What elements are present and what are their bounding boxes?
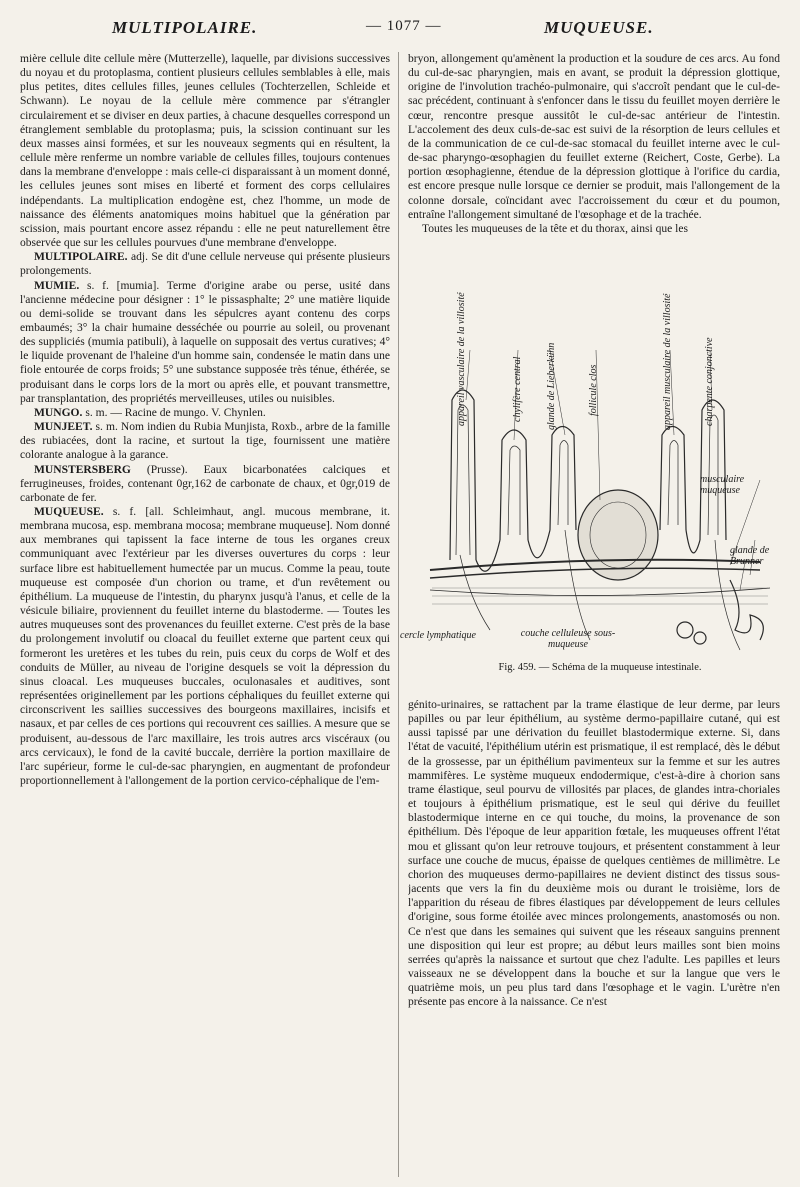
label-charpente: charpente conjonctive [704,337,715,426]
label-glande-lieberkuhn: glande de Lieberkühn [546,342,557,430]
right-column-bottom [408,698,780,1178]
column-divider [398,52,399,1177]
entry-mungo [20,406,390,420]
page-number: — 1077 — [366,18,442,34]
entry-munjeet [20,420,390,462]
header-right-word: MUQUEUSE. [544,18,654,37]
paragraph-cellule-mere: mière cellule dite cellule mère (Mutterzelle), laquelle, par divisions successives du noyau et du protoplasma, contient plusieurs cellules semblables à elle, mais plus petites, dites cellules filles, jeunes cellules (Tochterzellen, Schleide et Schwann). Le noyau de la cellule mère commence par s'étrangler circulairement et se diviser en deux parties, à chacune desquelles correspond un étranglement semblable du protoplasma; puis, la scission continuant sur les deux masses ainsi formées, et sur les nouveaux segments qui en résultent, la cellule mère renferme un nombre variable de cellules filles, toujours contenues dans la membrane d'enveloppe : mais celle-ci disparaissant à un moment donné, les cellules jeunes sont mises en liberté et forment des corps cellulaires indépendants. La multiplication endogène est, chez l'homme, un mode de naissance des éléments anatomiques moins habituel que la génération par scission, mais pourtant encore assez répandu : elle ne peut naturellement être observée que sur les cellules pourvues d'une membrane d'enveloppe. [20,53,390,250]
label-couche-celluleuse: couche celluleuse sous-muqueuse [520,628,616,650]
entry-munstersberg [20,463,390,505]
entry-text: s. m. — Racine de mungo. V. Chynlen. [82,406,266,419]
paragraph-embryon: bryon, allongement qu'amènent la production et la soudure de ces arcs. Au fond du cul-de-sac pharyngien, mais en avant, se produit la dépression glottique, origine de l'involution trachéo-pulmonaire, qui s'accroît pendant que le cul-de-sac précédent, continuant à s'enfoncer dans le tissu du feuillet moyen derrière le cœur, rencontre presque aussitôt le cul-de-sac antérieur de l'intestin. L'accolement des deux culs-de-sac est suivi de la résorption de leurs cellules et de la communication de ce cul-de-sac stomacal du feuillet interne avec le cul-de-sac pharyngo-œsophagien du feuillet externe (Reichert, Coste, Gerbe). La portion œsophagienne, étendue de la dépression glottique à l'orifice du cardia, est encore presque nulle lorsque ce dernier se produit, mais l'allongement de la colonne dorsale, coïncidant avec l'accroissement du cœur et du poumon, entraîne l'allongement simultané de l'œsophage et de la trachée. [408,53,780,221]
label-glande-brunner: glande de Brunner [730,545,770,567]
entry-mumie [20,279,390,406]
headword: MUQUEUSE. [34,506,104,518]
entry-text: s. m. Nom indien du Rubia Munjista, Roxb., arbre de la famille des rubiacées, dont la racine, et surtout la tige, fournissent une matière colorante analogue à la garance. [20,421,390,462]
headword: MUNSTERSBERG [34,463,131,476]
label-appareil-musculaire: appareil musculaire de la villosité [662,293,673,430]
headword: MULTIPOLAIRE. [34,251,128,264]
figure-caption: Fig. 459. — Schéma de la muqueuse intestinale. [498,662,702,673]
entry-text: adj. Se dit d'une cellule nerveuse qui présente plusieurs prolongements. [20,251,390,278]
label-follicule-clos: follicule clos [588,364,599,416]
entry-multipolaire [20,250,390,278]
running-head [0,18,800,46]
label-chylifere: chylifère central [512,356,523,422]
paragraph-genito-urinaires: génito-urinaires, se rattachent par la trame élastique de leur derme, par leurs papilles ou par leur épithélium, au système dermo-papillaire cutané, qui est aussi tapissé par une dérivation du feuillet blastodermique externe. Si, dans l'état de vacuité, l'épithélium utérin est prismatique, il est remplacé, dès le début de la grossesse, par un épithélium pavimenteux sur la femme et sur les autres mammifères. Le système muqueux endodermique, c'est-à-dire à chorion sans trame élastique, seul pourvu de villosités par places, de glandes intra-choriales et toujours à épithélium prismatique, est le seul qui dérive du feuillet blastodermique interne en ce qui touche, du moins, la provenance de son épithélium. Dès l'époque de leur apparition fœtale, les muqueuses offrent l'état mou et glissant qu'on leur retrouve toujours, et présentent constamment à leur surface une couche de mucus, épaisse de quelques centièmes de millimètre. Le chorion des muqueuses dermo-papillaires ne devient distinct des tissus sous-jacents que vers la fin du deuxième mois ou durant le troisième, lors de l'apparition du réseau de fibres élastiques par développement de leurs cellules d'origine, sous forme étoilée avec minces prolongements, anastomosés ou non. Ce n'est que dans les semaines qui suivent que les réseaux sanguins prennent une disposition qui leur est propre; au début leurs mailles sont bien moins serrées qu'après la naissance et surtout que chez l'adulte. Les papilles et leurs vaisseaux ne se développent dans la bouche et sur la langue que vers le quatrième mois, un peu plus tard dans l'œsophage et le vagin. L'urètre n'en présente pas encore à la naissance. Ce n'est [408,699,780,1009]
headword: MUNJEET. [34,421,93,434]
entry-text: s. f. [all. Schleimhaut, angl. mucous membrane, it. membrana mucosa, esp. membrana mocosa; membrane muqueuse]. Nom donné aux membranes qui tapissent la face interne de tous les organes creux communiquant avec l'extérieur par les diverses ouvertures du corps : leur surface libre est habituellement humectée par un mucus. Comme la peau, toute muqueuse est composée d'un chorion ou trame, et d'un revêtement ou épithélium. La muqueuse de l'intestin, du pharynx jusqu'à l'anus, et celle de la vésicule biliaire, proviennent du feuillet interne du blastoderme. — Toutes les autres muqueuses sont des provenances du feuillet externe. C'est près de la base du prolongement involutif ou cloacal du feuillet externe que partent ceux qui formeront les uretères et les tubes du rein, puis ceux du corps de Wolf et des conduits de Müller, au niveau de l'origine desquels se voit la dépression du sinus cloacal. Les muqueuses buccales, oculonasales et auditives, sont représentées originellement par les portions céphaliques du feuillet externe qui circonscrivent les saillies successives des bourgeons maxillaires, incisifs et nasaux, et par celles de ces portions qui recouvrent ces saillies. A mesure que se produisent, au-dessous de l'arc maxillaire, les trois autres arcs viscéraux (ou arcs cervicaux), le fond de la cavité buccale, derrière la portion maxillaire de l'arc supérieur, forme le cul-de-sac pharyngien, en augmentant de profondeur proportionnellement à l'allongement de la portion cervico-céphalique de l'em- [20,506,390,787]
label-musculaire-muqueuse: musculaire muqueuse [700,474,745,496]
label-appareil-vasculaire: appareil vasculaire de la villosité [456,292,467,426]
figure-muqueuse-intestinale [400,292,800,680]
left-column [20,52,390,1177]
headword: MUNGO. [34,406,83,419]
label-cercle-lymphatique: cercle lymphatique [400,630,476,641]
entry-text: (Prusse). Eaux bicarbonatées calciques et ferrugineuses, froides, contenant 0gr,162 de carbonate de chaux, et 0gr,019 de carbonate de fer. [20,463,390,504]
headword: MUMIE. [34,279,80,292]
entry-muqueuse [20,505,390,788]
paragraph-toutes-muqueuses: Toutes les muqueuses de la tête et du thorax, ainsi que les [422,222,688,235]
header-left-word: MULTIPOLAIRE. [112,18,258,37]
entry-text: s. f. [mumia]. Terme d'origine arabe ou perse, usité dans l'ancienne médecine pour désigner : 1° le pissasphalte; 2° une matière liquide ou demi-solide se trouvant dans les sépulcres ayant contenu des corps embaumés; 3° la chair humaine desséchée ou pourrie au soleil, ou provenant des suppliciés (mumia patibuli), à laquelle on supposait des vertus curatives; 4° le liquide provenant de l'haleine d'un homme sain, condensée le matin dans une fiole entourée de corps froids; 5° une substance supposée très ténue, éthérée, se produisant dans le corps lors de la mort ou après elle, et pouvant transmettre, par transplantation, des propriétés merveilleuses, utiles ou nuisibles. [20,279,390,405]
